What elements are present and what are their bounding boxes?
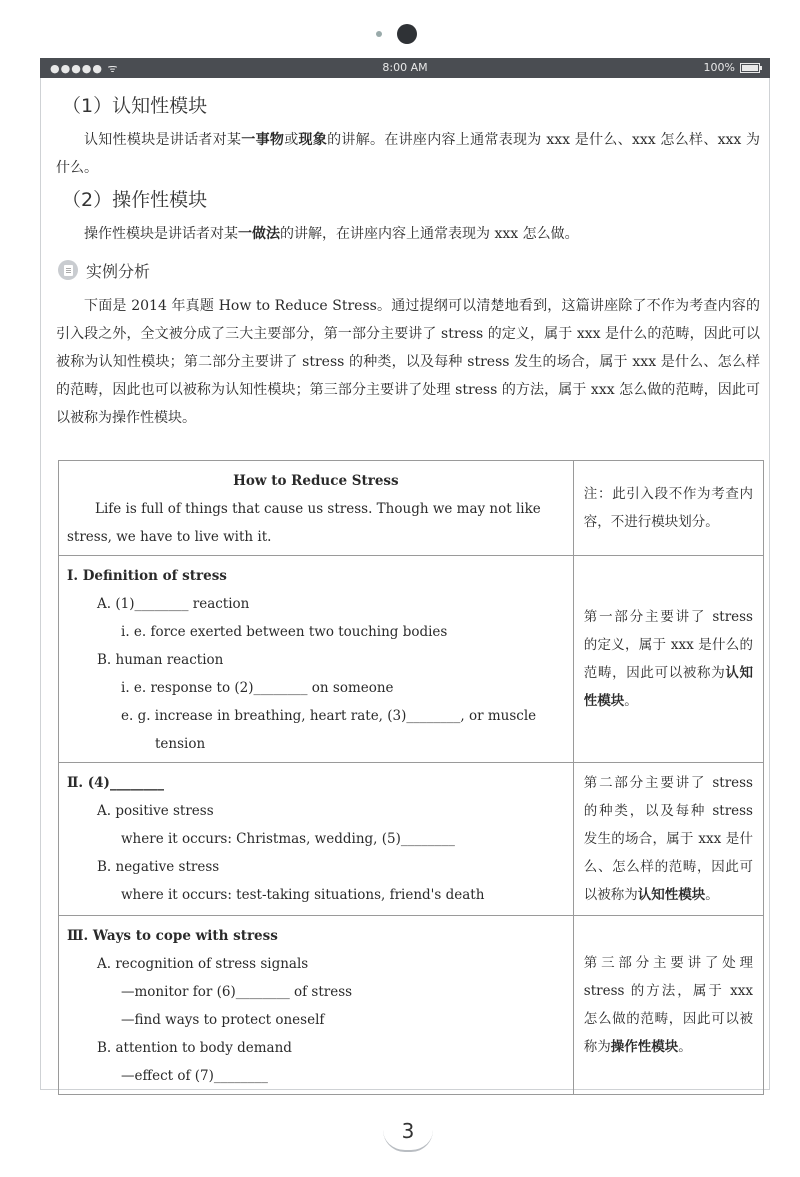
page-number: 3 (383, 1110, 433, 1152)
part3-cell (59, 916, 574, 1095)
table-row-intro (59, 461, 764, 556)
sensor-dot (376, 31, 382, 37)
example-title (58, 256, 766, 284)
outline-line: where it occurs: test-taking situations, friend's death (121, 887, 485, 903)
section2-text: 操作性模块是讲话者对某一做法的讲解，在讲座内容上通常表现为 xxx 怎么做。 (84, 226, 579, 242)
intro-note: 注：此引入段不作为考查内容，不进行模块划分。 (573, 461, 763, 556)
table-row-part2 (59, 763, 764, 916)
part1-heading: Ⅰ. Definition of stress (67, 568, 227, 584)
outline-line: A. recognition of stress signals (97, 956, 309, 972)
battery-percent: 100% (703, 61, 735, 74)
outline-line: e. g. increase in breathing, heart rate, (3)________, or muscle (121, 708, 537, 724)
outline-line: —effect of (7)________ (121, 1068, 268, 1084)
wifi-icon: ᯤ (107, 62, 119, 75)
outline-line: B. attention to body demand (97, 1040, 292, 1056)
outline-line: —find ways to protect oneself (121, 1012, 325, 1028)
outline-title: How to Reduce Stress (233, 473, 399, 489)
status-bar (40, 58, 770, 78)
table-row-part1 (59, 556, 764, 763)
section2-heading: （2）操作性模块 (62, 189, 208, 211)
intro-text: Life is full of things that cause us stress. Though we may not like stress, we have to live with it. (67, 501, 541, 545)
outline-line: where it occurs: Christmas, wedding, (5)________ (121, 831, 455, 847)
intro-cell (59, 461, 574, 556)
lecture-outline-table (58, 460, 764, 1095)
outline-line: A. positive stress (97, 803, 214, 819)
battery-icon (740, 63, 760, 73)
signal-icon: ●●●●● (50, 62, 108, 75)
outline-line: B. negative stress (97, 859, 220, 875)
outline-line: i. e. force exerted between two touching bodies (121, 624, 448, 640)
status-time: 8:00 AM (382, 61, 428, 74)
part3-heading: Ⅲ. Ways to cope with stress (67, 928, 278, 944)
part3-note: 第三部分主要讲了处理 stress 的方法，属于 xxx 怎么做的范畴，因此可以被称为操作性模块。 (573, 916, 763, 1095)
part1-cell (59, 556, 574, 763)
outline-line: A. (1)________ reaction (97, 596, 250, 612)
battery-indicator (704, 61, 760, 74)
document-icon (58, 260, 78, 280)
part2-note: 第二部分主要讲了 stress 的种类，以及每种 stress 发生的场合，属于 xxx 是什么、怎么样的范畴，因此可以被称为认知性模块。 (573, 763, 763, 916)
camera-lens (397, 24, 417, 44)
part2-cell (59, 763, 574, 916)
example-title-text: 实例分析 (86, 261, 151, 281)
part1-note: 第一部分主要讲了 stress 的定义，属于 xxx 是什么的范畴，因此可以被称为认知性模块。 (573, 556, 763, 763)
section1-text: 认知性模块是讲话者对某一事物或现象的讲解。在讲座内容上通常表现为 xxx 是什么、xxx 怎么样、xxx 为什么。 (56, 132, 761, 176)
table-row-part3 (59, 916, 764, 1095)
example-text: 下面是 2014 年真题 How to Reduce Stress。通过提纲可以清楚地看到，这篇讲座除了不作为考查内容的引入段之外，全文被分成了三大主要部分，第一部分主要讲了 stress 的定义，属于 xxx 是什么的范畴，因此可以被称为认知性模块；第二部分主要讲了 stress 的种类，以及每种 stress 发生的场合，属于 xxx 是什么、怎么样的范畴，因此也可以被称为认知性模块；第三部分主要讲了处理 stress 的方法，属于 xxx 怎么做的范畴，因此可以被称为操作性模块。 (56, 298, 760, 426)
page-content (56, 92, 766, 436)
outline-line: —monitor for (6)________ of stress (121, 984, 353, 1000)
outline-line: tension (155, 736, 206, 752)
outline-line: B. human reaction (97, 652, 224, 668)
outline-line: i. e. response to (2)________ on someone (121, 680, 394, 696)
section1-heading: （1）认知性模块 (62, 95, 208, 117)
part2-heading: Ⅱ. (4)________ (67, 775, 164, 791)
device-camera-area (0, 22, 800, 48)
